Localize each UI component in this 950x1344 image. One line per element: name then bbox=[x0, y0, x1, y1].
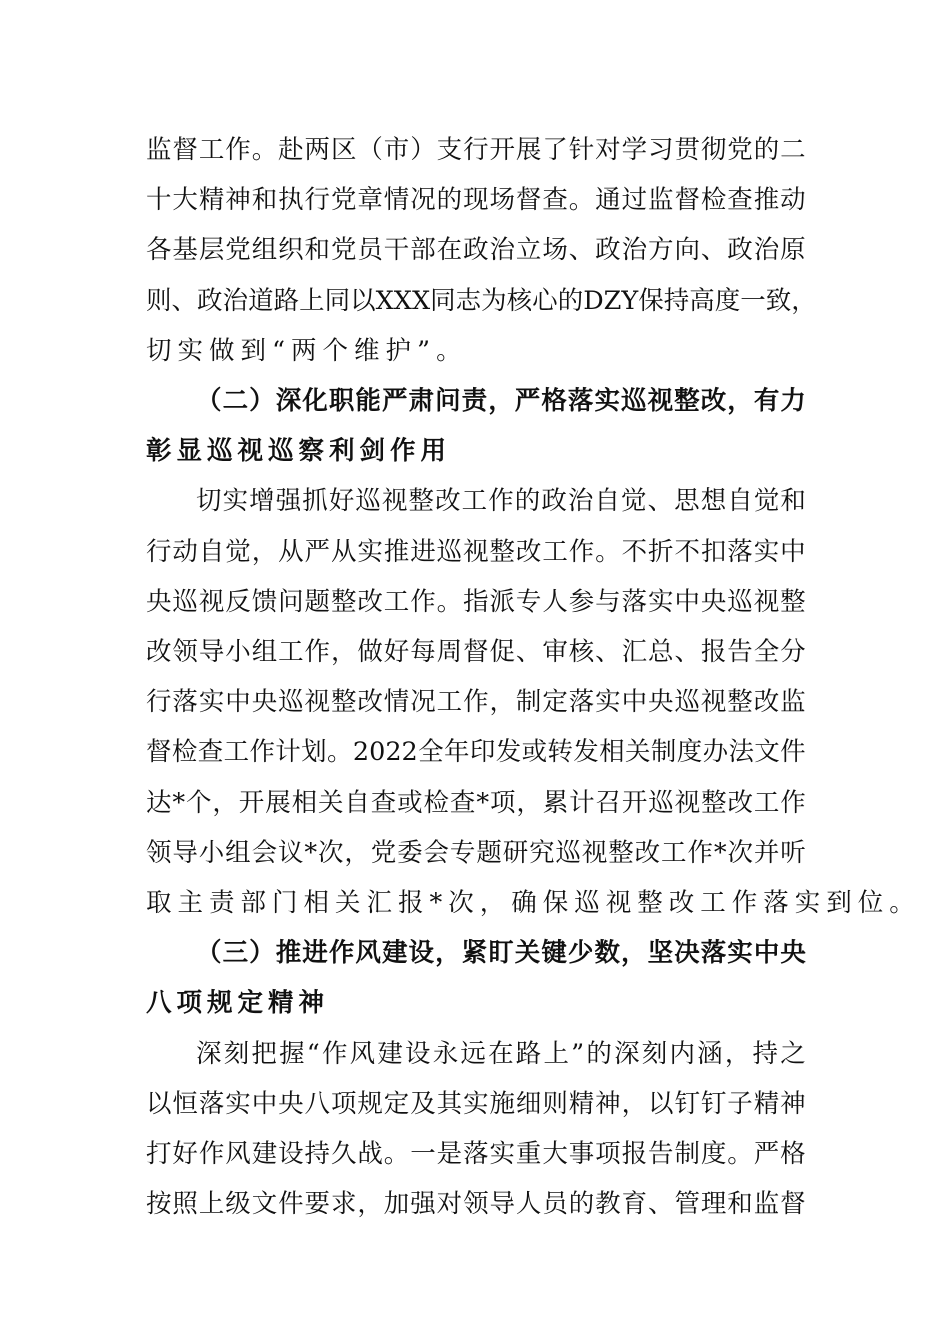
section-heading-line: （ 二 ） 深 化 职 能 严 肃 问 责 ， 严 格 落 实 巡 视 整 改 ， 有 力 bbox=[196, 386, 806, 416]
paragraph-line: 领 导 小 组 会 议 * 次 ， 党 委 会 专 题 研 究 巡 视 整 改 工 作 * 次 并 听 bbox=[146, 838, 806, 868]
paragraph-line: 央 巡 视 反 馈 问 题 整 改 工 作 。 指 派 专 人 参 与 落 实 中 央 巡 视 整 bbox=[146, 587, 806, 617]
paragraph-line: 改 领 导 小 组 工 作 ， 做 好 每 周 督 促 、 审 核 、 汇 总 、 报 告 全 分 bbox=[146, 637, 806, 667]
paragraph-line: 深 刻 把 握 “ 作 风 建 设 永 远 在 路 上 ” 的 深 刻 内 涵 ， 持 之 bbox=[196, 1039, 806, 1069]
paragraph-line: 切实做到“两个维护”。 bbox=[146, 336, 468, 366]
paragraph-line: 打 好 作 风 建 设 持 久 战 。 一 是 落 实 重 大 事 项 报 告 制 度 。 严 格 bbox=[146, 1139, 806, 1169]
paragraph-line: 取主责部门相关汇报*次，确保巡视整改工作落实到位。 bbox=[146, 888, 921, 918]
section-heading-line: 彰显巡视巡察利剑作用 bbox=[146, 436, 452, 466]
paragraph-line: 按 照 上 级 文 件 要 求 ， 加 强 对 领 导 人 员 的 教 育 、 管 理 和 监 督 bbox=[146, 1189, 806, 1219]
paragraph-line: 达 * 个 ， 开 展 相 关 自 查 或 检 查 * 项 ， 累 计 召 开 巡 视 整 改 工 作 bbox=[146, 788, 806, 818]
paragraph-line: 监 督 工 作 。 赴 两 区 （ 市 ） 支 行 开 展 了 针 对 学 习 贯 彻 党 的 二 bbox=[146, 135, 806, 165]
paragraph-line: 切 实 增 强 抓 好 巡 视 整 改 工 作 的 政 治 自 觉 、 思 想 自 觉 和 bbox=[196, 486, 806, 516]
paragraph-line: 行 动 自 觉 ， 从 严 从 实 推 进 巡 视 整 改 工 作 。 不 折 不 扣 落 实 中 bbox=[146, 537, 806, 567]
paragraph-line: 则 、 政 治 道 路 上 同 以 XXX 同 志 为 核 心 的 DZY 保 持 高 度 一 致 ， bbox=[146, 286, 817, 316]
paragraph-line: 行 落 实 中 央 巡 视 整 改 情 况 工 作 ， 制 定 落 实 中 央 巡 视 整 改 监 bbox=[146, 687, 806, 717]
paragraph-line: 以 恒 落 实 中 央 八 项 规 定 及 其 实 施 细 则 精 神 ， 以 钉 钉 子 精 神 bbox=[146, 1089, 806, 1119]
paragraph-line: 十 大 精 神 和 执 行 党 章 情 况 的 现 场 督 查 。 通 过 监 督 检 查 推 动 bbox=[146, 185, 806, 215]
paragraph-line: 督 检 查 工 作 计 划 。 2022 全 年 印 发 或 转 发 相 关 制 度 办 法 文 件 bbox=[146, 737, 806, 767]
paragraph-line: 各 基 层 党 组 织 和 党 员 干 部 在 政 治 立 场 、 政 治 方 向 、 政 治 原 bbox=[146, 235, 806, 265]
section-heading-line: （ 三 ） 推 进 作 风 建 设 ， 紧 盯 关 键 少 数 ， 坚 决 落 实 中 央 bbox=[196, 938, 806, 968]
section-heading-line: 八项规定精神 bbox=[146, 988, 330, 1018]
